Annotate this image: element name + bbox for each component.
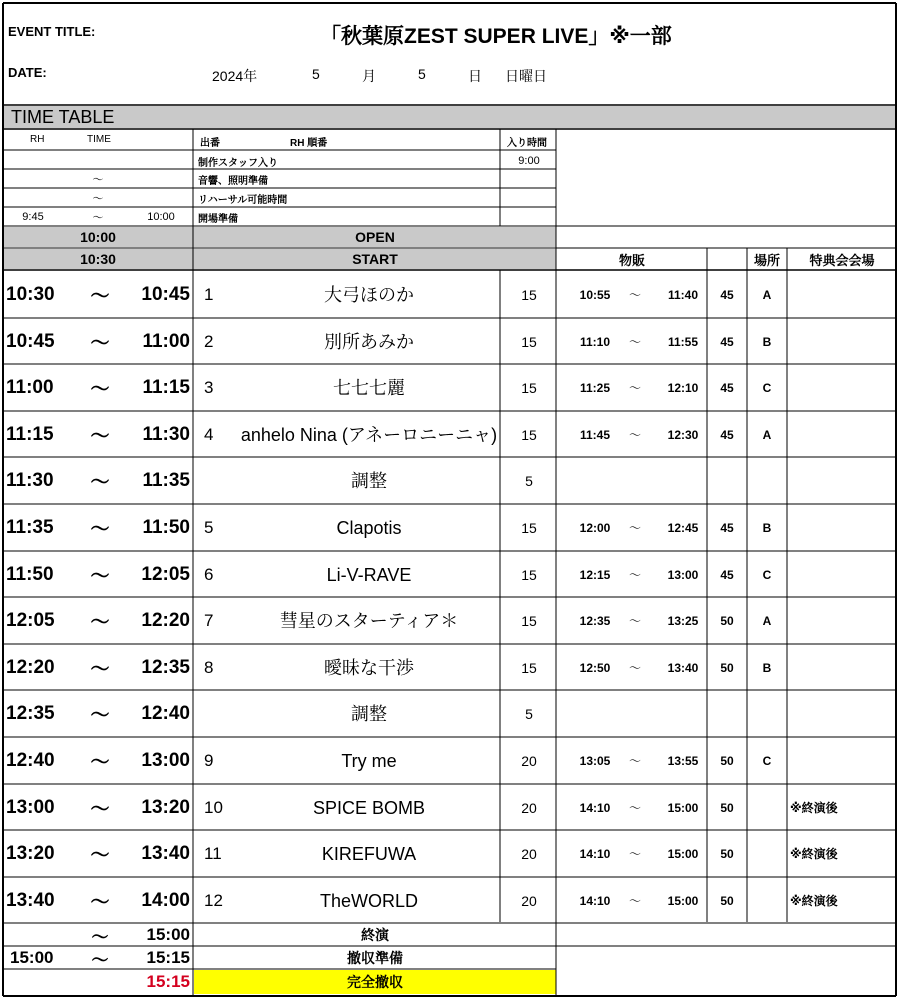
footer-tilde — [78, 970, 122, 994]
slot-minutes: 15 — [521, 426, 537, 443]
merch-end: 13:00 — [667, 567, 699, 582]
footer-start-time — [10, 924, 70, 946]
slot-minutes: 15 — [521, 286, 537, 303]
place-header: 場所 — [753, 252, 780, 268]
slot-tilde: ～ — [90, 705, 110, 726]
slot-start-time: 10:30 — [6, 283, 55, 305]
venue-header: 特典会会場 — [809, 252, 875, 268]
merch-end: 15:00 — [667, 893, 699, 908]
pre-row-label: 音響、照明準備 — [198, 175, 268, 187]
slot-minutes: 20 — [521, 892, 537, 909]
merch-place: A — [762, 287, 772, 302]
event-title-label: EVENT TITLE: — [8, 24, 96, 39]
slot-start-time: 13:20 — [6, 842, 55, 864]
slot-start-time: 13:40 — [6, 889, 55, 911]
merch-tilde: ～ — [628, 754, 641, 768]
slot-start-time: 11:35 — [6, 516, 54, 538]
merch-place — [748, 784, 786, 831]
date-month: 5 — [312, 66, 320, 82]
slot-end-time: 12:05 — [141, 563, 190, 585]
footer-start-time: 15:00 — [10, 948, 54, 967]
open-label: OPEN — [355, 229, 395, 245]
performer-name: 調整 — [351, 703, 387, 724]
merch-start: 12:35 — [579, 613, 611, 628]
merch-start: 12:00 — [579, 520, 611, 535]
date-year: 2024年 — [212, 68, 258, 84]
merch-minutes: 50 — [720, 893, 734, 908]
performer-name: TheWORLD — [319, 890, 418, 911]
pre-row-entry — [503, 208, 555, 226]
merch-minutes: 50 — [720, 613, 734, 628]
slot-end-time: 13:20 — [141, 796, 190, 818]
bonus-venue: ※終演後 — [790, 894, 838, 908]
footer-end-time: 15:15 — [146, 948, 190, 967]
slot-end-time: 11:30 — [142, 423, 190, 445]
slot-number: 5 — [204, 517, 214, 537]
slot-number: 7 — [204, 610, 214, 630]
pre-header-act: 出番 — [200, 138, 220, 149]
merch-end: 13:25 — [667, 613, 699, 628]
slot-end-time: 13:00 — [141, 749, 190, 771]
merch-place: B — [762, 334, 772, 349]
start-label: START — [352, 251, 398, 267]
merch-place: A — [762, 427, 772, 442]
merch-minutes — [708, 457, 746, 504]
footer-label: 終演 — [361, 927, 389, 943]
performer-name: KIREFUWA — [321, 843, 417, 864]
pre-row-tilde: ～ — [92, 193, 104, 205]
pre-row-end — [136, 152, 186, 170]
merch-start: 14:10 — [579, 800, 611, 815]
slot-start-time: 10:45 — [6, 330, 55, 352]
pre-row-entry: 9:00 — [518, 155, 540, 167]
merch-minutes: 45 — [720, 334, 734, 349]
slot-number: 2 — [204, 331, 214, 351]
merch-place: C — [762, 567, 772, 582]
slot-number: 6 — [204, 564, 214, 584]
merch-minutes: 45 — [720, 567, 734, 582]
bonus-venue — [790, 457, 894, 504]
slot-minutes: 15 — [521, 612, 537, 629]
pre-row-end — [136, 189, 186, 207]
performer-name: Clapotis — [336, 517, 402, 538]
slot-tilde: ～ — [90, 892, 110, 913]
timetable-title: TIME TABLE — [3, 106, 895, 128]
date-weekday: 日曜日 — [505, 68, 547, 84]
slot-number — [204, 690, 234, 737]
merch-end: 12:45 — [667, 520, 699, 535]
pre-row-start — [8, 170, 58, 188]
slot-minutes: 5 — [525, 705, 533, 722]
merch-tilde: ～ — [628, 428, 641, 442]
merch-end — [658, 690, 708, 737]
bonus-venue: ※終演後 — [790, 801, 838, 815]
merch-tilde: ～ — [628, 614, 641, 628]
pre-row-label: 開場準備 — [198, 213, 238, 225]
merch-tilde: ～ — [628, 381, 641, 395]
bonus-venue: ※終演後 — [790, 847, 838, 861]
merch-minutes: 45 — [720, 380, 734, 395]
bonus-venue — [790, 364, 894, 411]
slot-minutes: 15 — [521, 333, 537, 350]
bonus-venue — [790, 737, 894, 784]
footer-start-time — [10, 970, 70, 994]
merch-tilde: ～ — [628, 568, 641, 582]
slot-start-time: 11:00 — [6, 376, 54, 398]
merch-start — [570, 690, 620, 737]
date-day: 5 — [418, 66, 426, 82]
slot-tilde: ～ — [90, 519, 110, 540]
merch-start: 12:50 — [579, 660, 611, 675]
merch-start: 13:05 — [579, 753, 611, 768]
slot-number: 12 — [204, 890, 223, 910]
merch-minutes — [708, 690, 746, 737]
merch-tilde — [620, 457, 650, 504]
date-label: DATE: — [8, 65, 47, 80]
slot-minutes: 20 — [521, 845, 537, 862]
slot-end-time: 11:50 — [142, 516, 190, 538]
slot-minutes: 15 — [521, 379, 537, 396]
pre-row-label: 制作スタッフ入り — [198, 157, 278, 169]
performer-name: 別所あみか — [324, 331, 414, 352]
bonus-venue — [790, 504, 894, 551]
pre-row-entry — [503, 189, 555, 207]
merch-tilde: ～ — [628, 335, 641, 349]
bonus-venue — [790, 644, 894, 691]
slot-number: 1 — [204, 284, 214, 304]
merch-tilde: ～ — [628, 521, 641, 535]
footer-label: 完全撤収 — [347, 974, 403, 990]
footer-end-time: 15:00 — [146, 925, 190, 944]
slot-minutes: 15 — [521, 519, 537, 536]
pre-row-start — [8, 189, 58, 207]
open-time: 10:00 — [80, 229, 116, 245]
merch-end: 15:00 — [667, 800, 699, 815]
merch-end: 11:55 — [667, 334, 699, 349]
slot-number: 11 — [204, 843, 222, 863]
merch-end: 12:10 — [667, 380, 699, 395]
slot-number: 3 — [204, 377, 214, 397]
event-title: 「秋葉原ZEST SUPER LIVE」※一部 — [320, 25, 672, 48]
merch-start — [570, 457, 620, 504]
slot-start-time: 12:05 — [6, 609, 55, 631]
slot-tilde: ～ — [90, 286, 110, 307]
performer-name: anhelo Nina (アネーロニーニャ) — [240, 424, 498, 445]
performer-name: 彗星のスターティア＊ — [279, 610, 459, 631]
slot-tilde: ～ — [90, 845, 110, 866]
date-day-unit: 日 — [468, 68, 482, 84]
slot-tilde: ～ — [90, 752, 110, 773]
bonus-venue — [790, 271, 894, 318]
pre-row-tilde — [78, 152, 118, 170]
performer-name: Li-V-RAVE — [326, 564, 412, 585]
slot-minutes: 15 — [521, 659, 537, 676]
start-time: 10:30 — [80, 251, 116, 267]
bonus-venue — [790, 597, 894, 644]
merch-minutes: 50 — [720, 846, 734, 861]
pre-row-end — [136, 170, 186, 188]
slot-tilde: ～ — [90, 333, 110, 354]
slot-tilde: ～ — [90, 426, 110, 447]
pre-row-tilde: ～ — [92, 212, 104, 224]
merch-place — [748, 877, 786, 924]
slot-end-time: 11:35 — [142, 469, 190, 491]
bonus-venue — [790, 690, 894, 737]
slot-start-time: 13:00 — [6, 796, 55, 818]
slot-tilde: ～ — [90, 379, 110, 400]
merch-end: 12:30 — [667, 427, 699, 442]
slot-number: 8 — [204, 657, 214, 677]
merch-end: 15:00 — [667, 846, 699, 861]
performer-name: Try me — [341, 750, 397, 771]
slot-start-time: 12:40 — [6, 749, 55, 771]
merch-start: 11:45 — [579, 427, 611, 442]
merch-place: B — [762, 660, 772, 675]
slot-number: 4 — [204, 424, 214, 444]
slot-start-time: 11:50 — [6, 563, 54, 585]
bonus-venue — [790, 318, 894, 365]
slot-minutes: 15 — [521, 566, 537, 583]
merch-start: 14:10 — [579, 893, 611, 908]
performer-name: SPICE BOMB — [312, 797, 426, 818]
pre-row-label: リハーサル可能時間 — [198, 194, 288, 206]
merch-minutes: 45 — [720, 427, 734, 442]
slot-tilde: ～ — [90, 659, 110, 680]
slot-minutes: 5 — [525, 472, 533, 489]
merch-minutes: 50 — [720, 660, 734, 675]
pre-header-rh: RH — [30, 134, 45, 145]
merch-start: 11:10 — [579, 334, 611, 349]
slot-end-time: 12:20 — [141, 609, 190, 631]
footer-tilde: ～ — [91, 950, 109, 969]
footer-tilde: ～ — [91, 927, 109, 946]
pre-row-start: 9:45 — [22, 211, 44, 223]
slot-end-time: 12:35 — [141, 656, 190, 678]
date-month-unit: 月 — [362, 68, 376, 84]
slot-start-time: 12:20 — [6, 656, 55, 678]
footer-end-time: 15:15 — [146, 972, 190, 991]
pre-header-rh-order: RH 順番 — [290, 138, 328, 149]
merch-place: C — [762, 753, 772, 768]
merch-minutes: 45 — [720, 520, 734, 535]
bonus-venue — [790, 411, 894, 458]
slot-end-time: 13:40 — [141, 842, 190, 864]
slot-end-time: 12:40 — [141, 702, 190, 724]
bonus-venue — [790, 551, 894, 598]
slot-tilde: ～ — [90, 472, 110, 493]
merch-tilde: ～ — [628, 661, 641, 675]
merch-end — [658, 457, 708, 504]
merch-place — [748, 690, 786, 737]
slot-end-time: 14:00 — [141, 889, 190, 911]
pre-header-time: TIME — [87, 134, 111, 145]
merch-place: C — [762, 380, 772, 395]
merch-minutes: 45 — [720, 287, 734, 302]
slot-start-time: 12:35 — [6, 702, 55, 724]
slot-minutes: 20 — [521, 799, 537, 816]
merch-tilde: ～ — [628, 288, 641, 302]
slot-minutes: 20 — [521, 752, 537, 769]
performer-name: 曖昧な干渉 — [324, 657, 414, 678]
merch-end: 13:40 — [667, 660, 699, 675]
slot-number — [204, 457, 234, 504]
slot-end-time: 11:15 — [142, 376, 190, 398]
slot-end-time: 10:45 — [141, 283, 190, 305]
merch-place: A — [762, 613, 772, 628]
merch-start: 11:25 — [579, 380, 611, 395]
merch-place: B — [762, 520, 772, 535]
footer-label: 撤収準備 — [347, 950, 403, 966]
pre-row-end: 10:00 — [147, 211, 175, 223]
slot-start-time: 11:30 — [6, 469, 54, 491]
merch-header: 物販 — [618, 252, 645, 268]
merch-tilde: ～ — [628, 894, 641, 908]
merch-start: 12:15 — [579, 567, 611, 582]
merch-start: 10:55 — [579, 287, 611, 302]
merch-tilde: ～ — [628, 847, 641, 861]
merch-place — [748, 457, 786, 504]
slot-number: 9 — [204, 750, 214, 770]
performer-name: 七七七麗 — [333, 377, 405, 398]
pre-header-entry: 入り時間 — [507, 138, 547, 149]
performer-name: 大弓ほのか — [324, 284, 414, 305]
merch-end: 13:55 — [667, 753, 699, 768]
slot-tilde: ～ — [90, 799, 110, 820]
merch-tilde: ～ — [628, 801, 641, 815]
pre-row-tilde: ～ — [92, 174, 104, 186]
pre-row-entry — [503, 170, 555, 188]
slot-start-time: 11:15 — [6, 423, 54, 445]
slot-number: 10 — [204, 797, 223, 817]
slot-tilde: ～ — [90, 612, 110, 633]
merch-start: 14:10 — [579, 846, 611, 861]
merch-minutes: 50 — [720, 800, 734, 815]
merch-end: 11:40 — [667, 287, 699, 302]
merch-tilde — [620, 690, 650, 737]
merch-place — [748, 830, 786, 877]
slot-tilde: ～ — [90, 566, 110, 587]
slot-end-time: 11:00 — [142, 330, 190, 352]
performer-name: 調整 — [351, 470, 387, 491]
merch-minutes: 50 — [720, 753, 734, 768]
pre-row-start — [8, 152, 58, 170]
